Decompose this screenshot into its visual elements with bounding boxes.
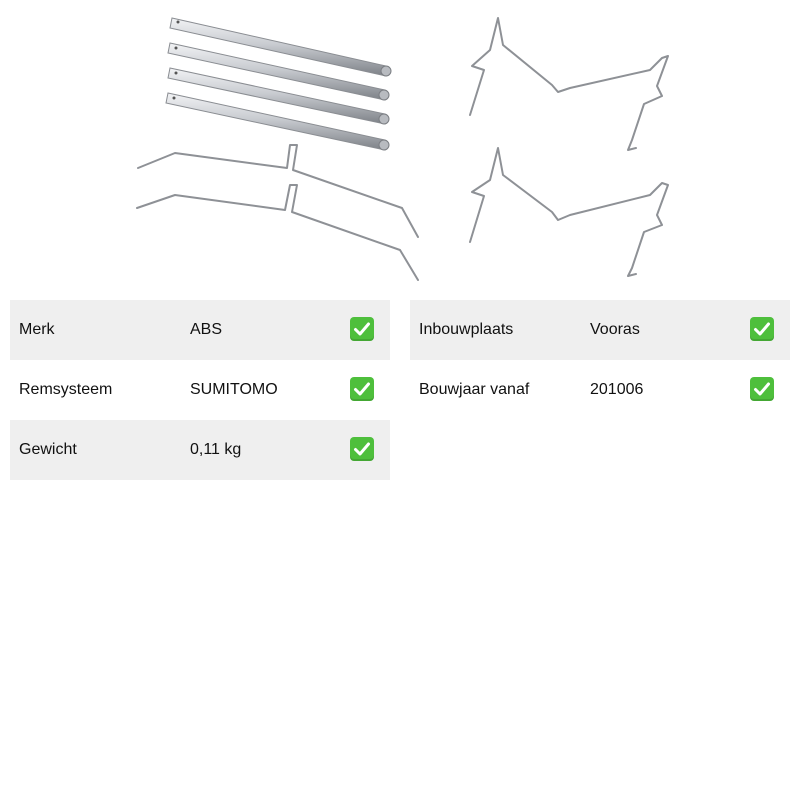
- product-image: [0, 0, 800, 300]
- spec-value: Vooras: [590, 321, 640, 338]
- spec-value: ABS: [190, 321, 223, 338]
- spec-row-inbouwplaats: [410, 300, 790, 360]
- spec-label: Merk: [19, 321, 55, 338]
- check-icon: [350, 317, 374, 341]
- spec-row-merk: [10, 300, 390, 360]
- spec-label: Inbouwplaats: [419, 321, 514, 338]
- spec-row-gewicht: [10, 420, 390, 480]
- spring-wire-icon: [137, 145, 418, 280]
- spec-value: SUMITOMO: [190, 381, 278, 398]
- spec-row-remsysteem: [10, 360, 390, 420]
- spec-row-bouwjaar: [410, 360, 790, 420]
- check-icon: [350, 437, 374, 461]
- check-icon: [750, 377, 774, 401]
- check-icon: [750, 317, 774, 341]
- check-icon: [350, 377, 374, 401]
- spec-value: 201006: [590, 381, 644, 398]
- spec-value: 0,11 kg: [190, 441, 242, 458]
- clip-wire-icon: [470, 18, 668, 276]
- spec-label: Gewicht: [19, 441, 77, 458]
- spec-label: Bouwjaar vanaf: [419, 381, 530, 398]
- spec-table-left: [10, 300, 390, 480]
- spec-label: Remsysteem: [19, 381, 113, 398]
- spec-table-right: [410, 300, 790, 420]
